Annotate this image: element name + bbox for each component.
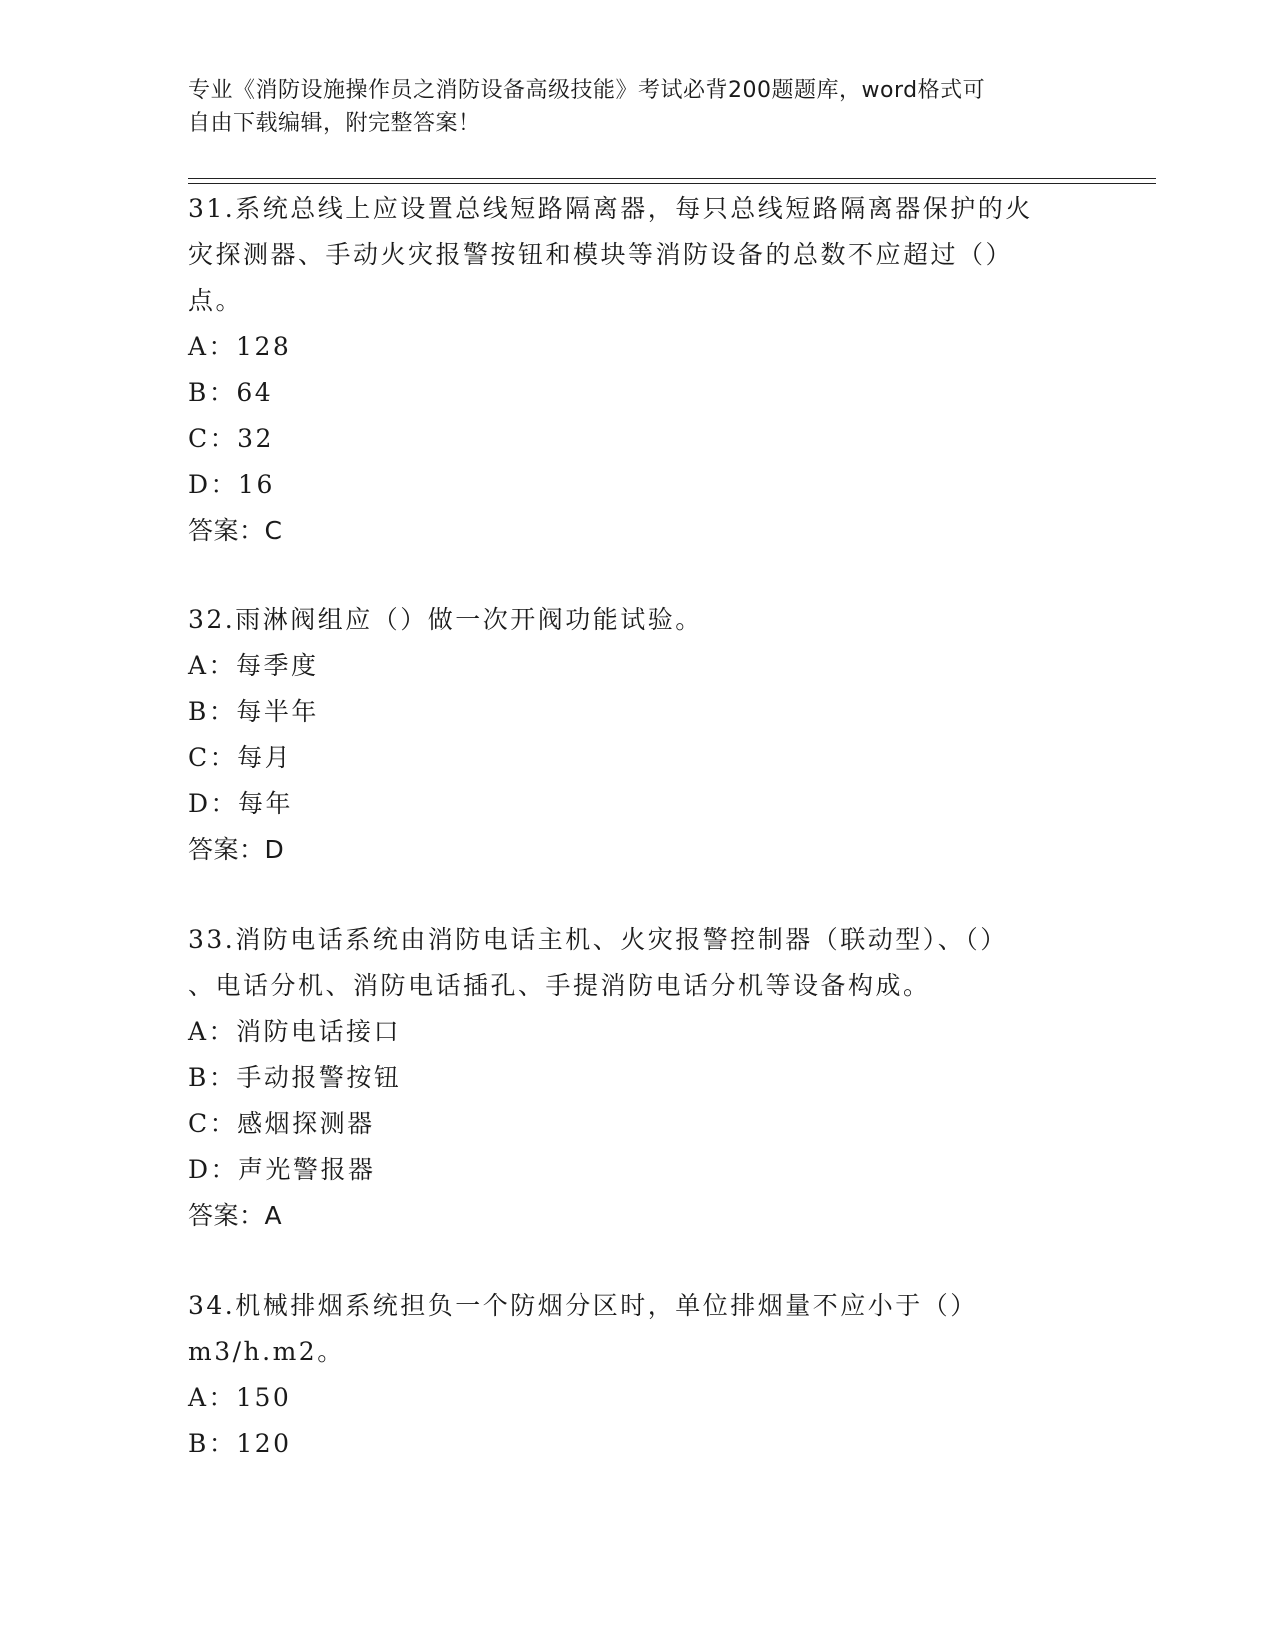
question-stem-line: 32.雨淋阀组应（）做一次开阀功能试验。 bbox=[188, 605, 703, 634]
option-c: C：感烟探测器 bbox=[188, 1109, 375, 1138]
option-c: C：每月 bbox=[188, 743, 293, 772]
question-stem-line: m3/h.m2。 bbox=[188, 1337, 345, 1366]
answer-line: 答案：C bbox=[188, 516, 283, 545]
option-b: B：每半年 bbox=[188, 697, 319, 726]
option-a: A：每季度 bbox=[188, 651, 319, 680]
question-stem-line: 点。 bbox=[188, 286, 244, 315]
question-stem-line: 灾探测器、手动火灾报警按钮和模块等消防设备的总数不应超过（） bbox=[188, 240, 1014, 269]
option-a: A：150 bbox=[188, 1383, 292, 1412]
question-stem-line: 、电话分机、消防电话插孔、手提消防电话分机等设备构成。 bbox=[188, 971, 931, 1000]
question-32 bbox=[188, 597, 1088, 873]
question-34 bbox=[188, 1283, 1088, 1467]
document-header bbox=[188, 74, 1088, 140]
header-line-1: 专业《消防设施操作员之消防设备高级技能》考试必背200题题库，word格式可 bbox=[188, 78, 986, 103]
option-d: D：16 bbox=[188, 470, 275, 499]
question-31 bbox=[188, 186, 1088, 554]
option-b: B：手动报警按钮 bbox=[188, 1063, 402, 1092]
question-33 bbox=[188, 917, 1088, 1239]
option-a: A：128 bbox=[188, 332, 292, 361]
option-a: A：消防电话接口 bbox=[188, 1017, 402, 1046]
option-c: C：32 bbox=[188, 424, 274, 453]
answer-line: 答案：A bbox=[188, 1201, 283, 1230]
question-stem-line: 33.消防电话系统由消防电话主机、火灾报警控制器（联动型）、（） bbox=[188, 925, 1008, 954]
option-b: B：64 bbox=[188, 378, 274, 407]
header-line-2: 自由下载编辑，附完整答案！ bbox=[188, 111, 481, 136]
option-b: B：120 bbox=[188, 1429, 292, 1458]
header-divider-top bbox=[188, 178, 1156, 179]
question-stem-line: 34.机械排烟系统担负一个防烟分区时，单位排烟量不应小于（） bbox=[188, 1291, 978, 1320]
option-d: D：每年 bbox=[188, 789, 294, 818]
question-stem-line: 31.系统总线上应设置总线短路隔离器，每只总线短路隔离器保护的火 bbox=[188, 194, 1033, 223]
header-divider-bottom bbox=[188, 183, 1156, 184]
answer-line: 答案：D bbox=[188, 835, 285, 864]
option-d: D：声光警报器 bbox=[188, 1155, 376, 1184]
